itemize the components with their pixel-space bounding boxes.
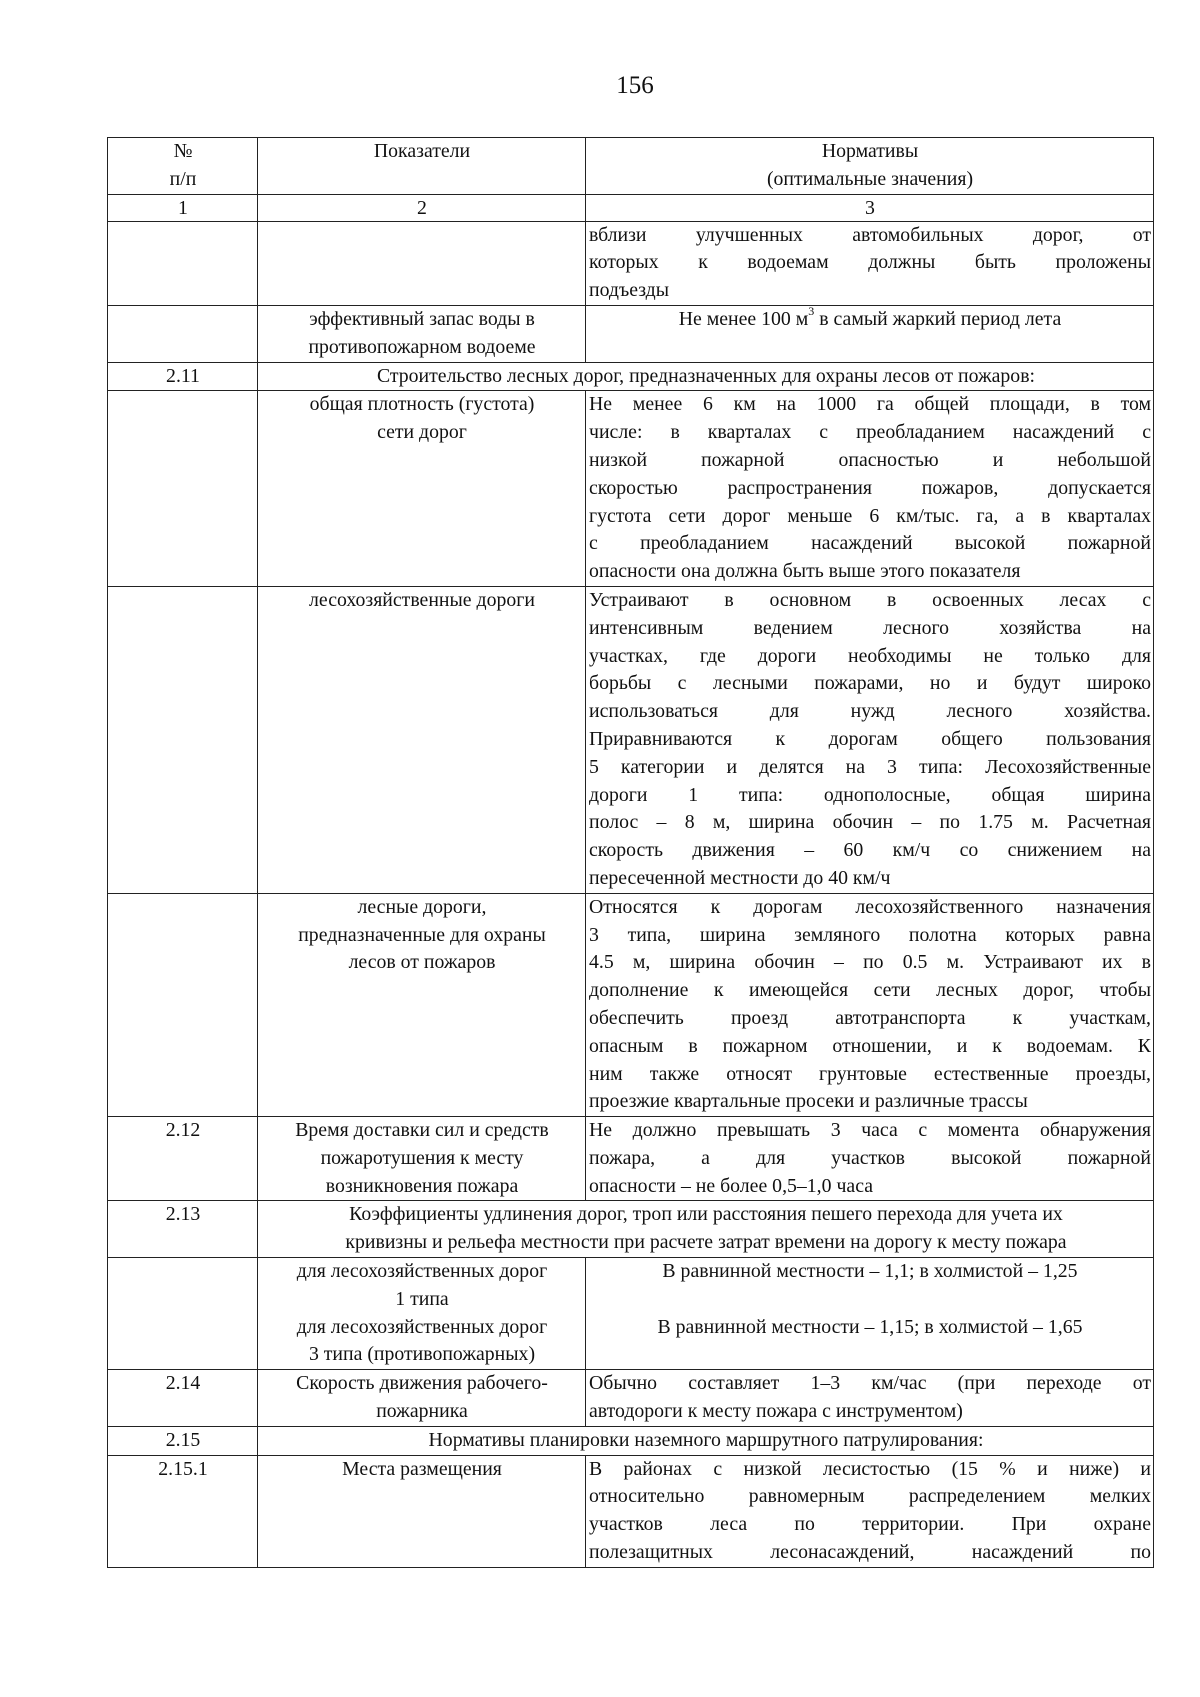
norm-cell	[586, 221, 1154, 305]
norm-cell	[586, 391, 1154, 587]
norm-line: густота сети дорог меньше 6 км/тыс. га, а в кварталах	[589, 504, 1151, 527]
indicator-cell	[258, 893, 586, 1116]
indicator-line: эффективный запас воды в	[309, 307, 535, 330]
column-index-2: 2	[258, 194, 586, 221]
norm-line: проезжие квартальные просеки и различные трассы	[589, 1090, 1028, 1113]
table-row	[108, 893, 1154, 1116]
norm-line: ним также относят грунтовые естественные проезды,	[589, 1062, 1151, 1085]
norm-cell	[586, 1117, 1154, 1201]
indicator-cell	[258, 1370, 586, 1427]
norm-cell	[586, 305, 1154, 362]
norm-superscript: 3	[808, 304, 815, 319]
norm-text-rest: в самый жаркий период лета	[814, 307, 1062, 330]
table-row	[108, 1426, 1154, 1455]
indicator-line: 1 типа	[395, 1287, 449, 1310]
norm-line: вблизи улучшенных автомобильных дорог, от	[589, 223, 1151, 246]
row-number-cell: 2.11	[108, 362, 258, 391]
column-index-row	[108, 194, 1154, 221]
norm-line: пожара, а для участков высокой пожарной	[589, 1146, 1151, 1169]
norm-line: борьбы с лесными пожарами, но и будут широко	[589, 672, 1151, 695]
table-row	[108, 221, 1154, 305]
indicator-line: для лесохозяйственных дорог	[296, 1260, 548, 1283]
norm-line: подъезды	[589, 279, 670, 302]
norm-line: Устраивают в основном в освоенных лесах с	[589, 588, 1151, 611]
header-number-cell	[108, 138, 258, 195]
section-title-line: Коэффициенты удлинения дорог, троп или расстояния пешего перехода для учета их	[349, 1203, 1063, 1226]
row-number-cell: 2.15.1	[108, 1455, 258, 1567]
norm-line: числе: в кварталах с преобладанием насаждений с	[589, 421, 1151, 444]
column-index-1: 1	[108, 194, 258, 221]
norm-line: участках, где дороги необходимы не только для	[589, 644, 1151, 667]
header-number-label: п/п	[169, 167, 197, 190]
norm-line: интенсивным ведением лесного хозяйства на	[589, 616, 1151, 639]
table-row	[108, 586, 1154, 893]
row-number-cell	[108, 1258, 258, 1370]
indicator-cell: лесохозяйственные дороги	[258, 586, 586, 893]
page-number: 156	[616, 72, 654, 99]
norm-line: скорость движения – 60 км/ч со снижением на	[589, 839, 1151, 862]
norm-cell	[586, 1258, 1154, 1370]
row-number-cell: 2.12	[108, 1117, 258, 1201]
norm-line: использоваться для нужд лесного хозяйства.	[589, 700, 1151, 723]
norm-line: опасности – не более 0,5–1,0 часа	[589, 1174, 873, 1197]
norm-line: участков леса по территории. При охране	[589, 1513, 1151, 1536]
indicator-line: сети дорог	[377, 421, 467, 444]
norm-line: Относятся к дорогам лесохозяйственного назначения	[589, 895, 1151, 918]
norm-line: скоростью распространения пожаров, допускается	[589, 476, 1151, 499]
norm-line: полос – 8 м, ширина обочин – по 1.75 м. Расчетная	[589, 811, 1151, 834]
norm-line: с преобладанием насаждений высокой пожарной	[589, 532, 1151, 555]
column-index-3: 3	[586, 194, 1154, 221]
norm-cell	[586, 1455, 1154, 1567]
indicator-cell	[258, 391, 586, 587]
norm-cell	[586, 893, 1154, 1116]
norm-spacer	[589, 1286, 1151, 1314]
table-row	[108, 1117, 1154, 1201]
row-number-cell	[108, 221, 258, 305]
indicator-cell: Места размещения	[258, 1455, 586, 1567]
indicator-line: Скорость движения рабочего-	[296, 1372, 548, 1395]
norm-cell	[586, 586, 1154, 893]
indicator-line: возникновения пожара	[325, 1174, 519, 1197]
section-title-line: кривизны и рельефа местности при расчете затрат времени на дорогу к месту пожара	[345, 1231, 1067, 1254]
indicator-line: Время доставки сил и средств	[295, 1119, 549, 1142]
header-norms-subtitle: (оптимальные значения)	[766, 167, 974, 190]
indicator-line: для лесохозяйственных дорог	[296, 1315, 548, 1338]
indicator-line: предназначенные для охраны	[298, 923, 546, 946]
section-title-cell	[258, 1201, 1154, 1258]
norm-line: 3 типа, ширина земляного полотна которых равна	[589, 923, 1151, 946]
table-row	[108, 1201, 1154, 1258]
norm-line: опасности она должна быть выше этого показателя	[589, 560, 1021, 583]
norm-line: пересеченной местности до 40 км/ч	[589, 866, 891, 889]
table-row	[108, 391, 1154, 587]
row-number-cell	[108, 391, 258, 587]
norm-line: низкой пожарной опасностью и небольшой	[589, 448, 1151, 471]
indicator-line: лесов от пожаров	[348, 951, 496, 974]
indicator-cell	[258, 305, 586, 362]
norm-line: дороги 1 типа: однополосные, общая ширина	[589, 783, 1151, 806]
table-row	[108, 305, 1154, 362]
indicator-line: пожарника	[376, 1400, 468, 1423]
norm-line: Обычно составляет 1–3 км/час (при переходе от	[589, 1372, 1151, 1395]
norm-line: Не должно превышать 3 часа с момента обнаружения	[589, 1119, 1151, 1142]
norm-line: Не менее 6 км на 1000 га общей площади, в том	[589, 393, 1151, 416]
norm-cell	[586, 1370, 1154, 1427]
norm-line: полезащитных лесонасаждений, насаждений по	[589, 1541, 1151, 1564]
norm-line: относительно равномерным распределением мелких	[589, 1485, 1151, 1508]
row-number-cell: 2.13	[108, 1201, 258, 1258]
row-number-cell	[108, 893, 258, 1116]
norm-line: В районах с низкой лесистостью (15 % и ниже) и	[589, 1457, 1151, 1480]
indicator-cell	[258, 221, 586, 305]
indicator-line: 3 типа (противопожарных)	[308, 1343, 536, 1366]
norms-table	[107, 137, 1154, 1568]
section-title-cell: Нормативы планировки наземного маршрутного патрулирования:	[258, 1426, 1154, 1455]
norm-line: автодороги к месту пожара с инструментом)	[589, 1400, 963, 1423]
norm-line: обеспечить проезд автотранспорта к участкам,	[589, 1006, 1151, 1029]
norm-line: опасным в пожарном отношении, и к водоемам. К	[589, 1034, 1151, 1057]
table-header-row	[108, 138, 1154, 195]
norm-line: Приравниваются к дорогам общего пользования	[589, 727, 1151, 750]
table-row	[108, 362, 1154, 391]
row-number-cell	[108, 586, 258, 893]
indicator-line: общая плотность (густота)	[309, 393, 535, 416]
indicator-line: пожаротушения к месту	[320, 1146, 524, 1169]
norm-line: В равнинной местности – 1,1; в холмистой – 1,25	[662, 1260, 1078, 1283]
indicator-cell	[258, 1258, 586, 1370]
table-row	[108, 1455, 1154, 1567]
table-row	[108, 1258, 1154, 1370]
table-row	[108, 1370, 1154, 1427]
norm-line: которых к водоемам должны быть проложены	[589, 251, 1151, 274]
row-number-cell	[108, 305, 258, 362]
indicator-line: лесные дороги,	[357, 895, 487, 918]
header-indicators-cell: Показатели	[258, 138, 586, 195]
norm-line: 4.5 м, ширина обочин – по 0.5 м. Устраивают их в	[589, 951, 1151, 974]
header-norms-cell	[586, 138, 1154, 195]
indicator-cell	[258, 1117, 586, 1201]
norm-line: В равнинной местности – 1,15; в холмистой – 1,65	[657, 1315, 1083, 1338]
header-norms-title: Нормативы	[821, 140, 919, 162]
section-title-cell: Строительство лесных дорог, предназначенных для охраны лесов от пожаров:	[258, 362, 1154, 391]
norm-text: Не менее 100 м	[678, 307, 809, 330]
norm-line: 5 категории и делятся на 3 типа: Лесохозяйственные	[589, 755, 1151, 778]
row-number-cell: 2.14	[108, 1370, 258, 1427]
header-number-symbol: №	[173, 140, 193, 162]
row-number-cell: 2.15	[108, 1426, 258, 1455]
norm-line: дополнение к имеющейся сети лесных дорог, чтобы	[589, 979, 1151, 1002]
indicator-line: противопожарном водоеме	[308, 335, 536, 358]
